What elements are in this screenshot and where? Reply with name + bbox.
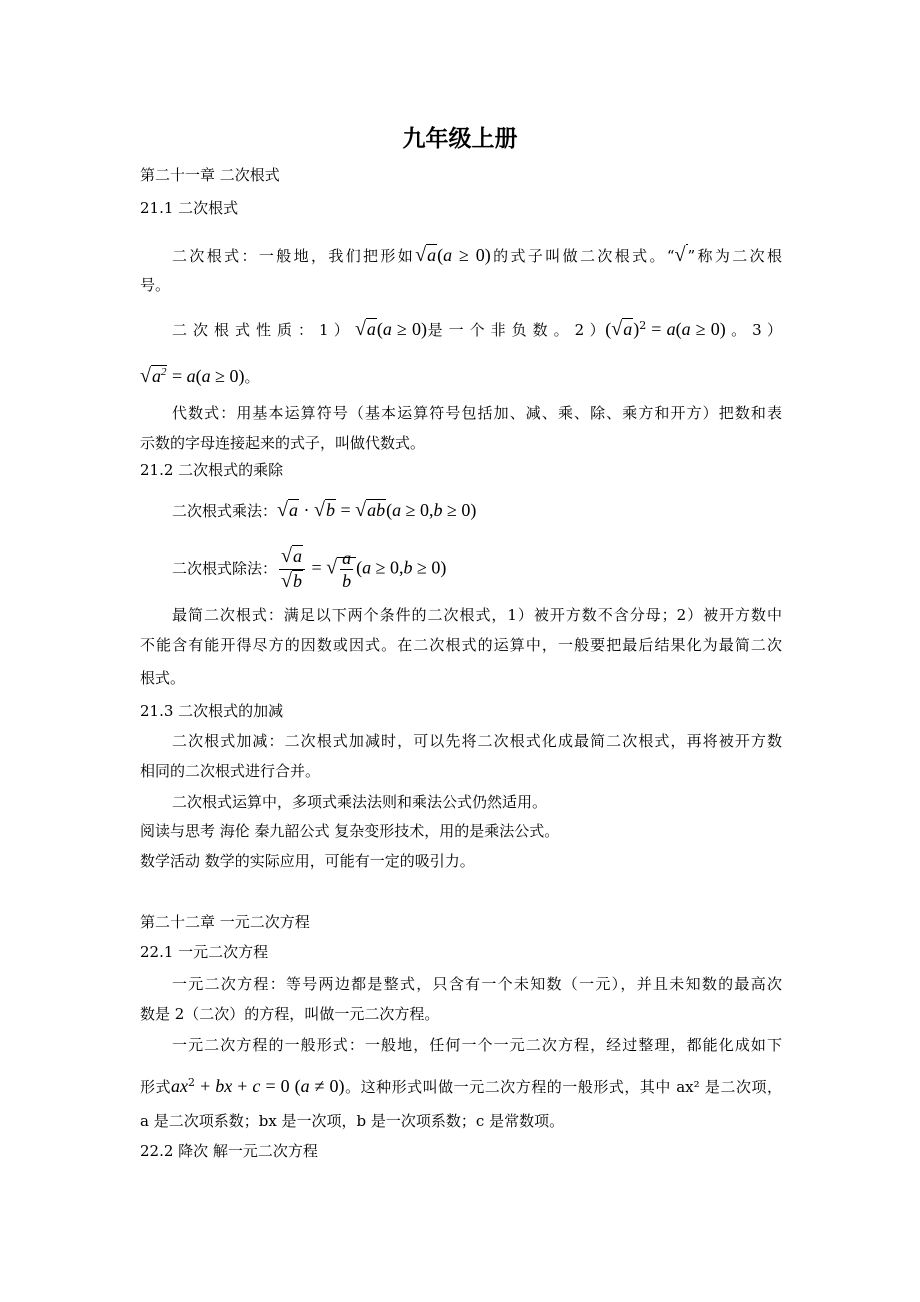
radical-sign-icon: √ xyxy=(354,318,366,340)
math-variable: a xyxy=(186,366,196,386)
paragraph-line xyxy=(172,1034,782,1056)
paragraph-line xyxy=(140,432,782,454)
paragraph-line xyxy=(140,850,782,872)
radical-sign-icon: √ xyxy=(277,499,288,521)
math-variable: b xyxy=(403,557,413,578)
radicand: a xyxy=(293,546,302,566)
document-title: 九年级上册 xyxy=(402,125,518,152)
radical-expression xyxy=(281,570,303,594)
paragraph-line xyxy=(140,459,782,481)
radicand: b xyxy=(293,571,302,591)
paragraph-line xyxy=(172,499,782,523)
text: 。 3 ） xyxy=(725,321,782,339)
text: 一元二次方程：等号两边都是整式，只含有一个未知数（一元），并且未知数的最高次 xyxy=(172,975,782,993)
numerator xyxy=(279,545,305,570)
math-symbol: ≠ 0) xyxy=(309,1076,345,1096)
paragraph-line xyxy=(140,820,782,842)
math-symbol: ( xyxy=(195,366,202,386)
math-symbol: = xyxy=(646,319,667,339)
math-symbol: = xyxy=(167,366,187,386)
text: 数是 2（二次）的方程，叫做一元二次方程。 xyxy=(140,1005,440,1023)
math-symbol: ≥ 0, xyxy=(401,500,434,520)
fraction xyxy=(279,545,305,594)
text: 号。 xyxy=(140,276,171,294)
superscript: 2 xyxy=(639,319,647,332)
text: 代数式：用基本运算符号（基本运算符号包括加、减、乘、除、乘方和开方）把数和表 xyxy=(172,404,782,422)
text: 示数的字母连接起来的式子，叫做代数式。 xyxy=(140,434,426,452)
paragraph-line xyxy=(140,164,782,186)
radical-expression xyxy=(355,318,377,342)
radical-sign-icon: √ xyxy=(281,545,292,567)
radicand: $a^2$ xyxy=(151,366,167,386)
text: 阅读与思考 海伦 秦九韶公式 复杂变形技术，用的是乘法公式。 xyxy=(140,822,560,840)
radical-expression xyxy=(675,244,688,268)
radical-expression xyxy=(355,499,386,523)
math-variable: c xyxy=(252,1076,261,1096)
text: 22.1 一元二次方程 xyxy=(140,943,269,961)
math-symbol: · xyxy=(299,500,314,520)
math-variable: ax xyxy=(171,1076,189,1096)
text: 的式子叫做二次根式。“ xyxy=(490,247,675,265)
math-variable: a xyxy=(382,319,392,339)
text: 不能含有能开得尽方的因数或因式。在二次根式的运算中，一般要把最后结果化为最简二次 xyxy=(140,636,782,654)
paragraph-line xyxy=(140,941,782,963)
radicand: a xyxy=(289,500,298,520)
math-symbol: ≥ 0) xyxy=(412,557,447,578)
math-symbol: ) xyxy=(633,319,640,339)
math-symbol: ( xyxy=(376,319,383,339)
text: 二次根式运算中，多项式乘法法则和乘法公式仍然适用。 xyxy=(172,793,548,811)
radical-expression xyxy=(415,244,437,268)
math-symbol: ( xyxy=(605,319,612,339)
radical-expression xyxy=(314,499,336,523)
text: 二 次 根 式 性 质 ： 1 ） xyxy=(172,321,355,339)
radical-sign-icon: √ xyxy=(355,499,367,521)
paragraph-line xyxy=(140,274,782,296)
paragraph-line xyxy=(140,634,782,656)
text: 。 xyxy=(244,368,260,386)
text: 最简二次根式：满足以下两个条件的二次根式，1）被开方数不含分母；2）被开方数中 xyxy=(172,606,782,624)
paragraph-line xyxy=(172,315,782,342)
paragraph-line xyxy=(140,361,782,389)
math-symbol: + xyxy=(195,1076,216,1096)
paragraph-line xyxy=(140,667,782,689)
text: 二次根式加减：二次根式加减时，可以先将二次根式化成最简二次根式，再将被开方数 xyxy=(172,732,782,750)
radicand: a xyxy=(427,245,437,265)
text: 二次根式除法： xyxy=(172,559,278,578)
math-variable: a xyxy=(666,319,676,339)
text: 第二十一章 二次根式 xyxy=(140,166,280,184)
math-variable: a xyxy=(392,500,402,520)
text: 形式 xyxy=(140,1078,172,1096)
text: 根式。 xyxy=(140,669,186,687)
paragraph-line xyxy=(140,700,782,722)
superscript: 2 xyxy=(188,1076,196,1089)
paragraph-line xyxy=(140,1140,782,1162)
text: 21.3 二次根式的加减 xyxy=(140,702,284,720)
math-variable: a xyxy=(362,557,372,578)
radical-sign-icon: √ xyxy=(314,499,325,521)
math-symbol: ( xyxy=(437,245,444,265)
radical-expression xyxy=(611,318,633,342)
denominator: b xyxy=(342,570,352,591)
radicand xyxy=(337,547,356,591)
paragraph-line xyxy=(140,1110,782,1132)
text: ”称为二次根 xyxy=(687,247,783,265)
radical-expression xyxy=(277,499,299,523)
radical-sign-icon: √ xyxy=(281,570,292,592)
text: 二次根式乘法： xyxy=(172,502,278,520)
radical-expression xyxy=(140,361,167,389)
text: 二次根式：一般地，我们把形如 xyxy=(172,247,416,265)
radicand: a xyxy=(623,319,633,339)
denominator xyxy=(281,570,303,594)
math-symbol: ≥ 0) xyxy=(452,245,491,265)
text: 是 一 个 非 负 数 。 2 ） xyxy=(427,321,606,339)
math-symbol: ≥ 0) xyxy=(391,319,428,339)
text: 第二十二章 一元二次方程 xyxy=(140,913,310,931)
paragraph-line xyxy=(140,1072,782,1098)
paragraph-line xyxy=(140,760,782,782)
text: 21.1 二次根式 xyxy=(140,199,239,217)
paragraph-line xyxy=(172,545,782,594)
text: 数学活动 数学的实际应用，可能有一定的吸引力。 xyxy=(140,852,475,870)
radical-sign-icon: √ xyxy=(140,365,151,387)
radicand: a xyxy=(366,319,376,339)
radical-expression xyxy=(281,545,303,569)
math-variable: b xyxy=(433,500,443,520)
paragraph-line xyxy=(140,911,782,933)
paragraph-line xyxy=(140,1003,782,1025)
text: 21.2 二次根式的乘除 xyxy=(140,461,284,479)
math-variable: a xyxy=(443,245,453,265)
radical-sign-icon: √ xyxy=(611,318,623,340)
numerator: a xyxy=(342,547,352,568)
math-symbol: = xyxy=(335,500,356,520)
text: 相同的二次根式进行合并。 xyxy=(140,762,321,780)
math-symbol: ≥ 0) xyxy=(442,500,477,520)
math-variable: a xyxy=(201,366,211,386)
paragraph-line xyxy=(172,730,782,752)
math-variable: a xyxy=(300,1076,310,1096)
paragraph-line xyxy=(172,604,782,626)
paragraph-line xyxy=(172,791,782,813)
math-variable: bx xyxy=(215,1076,233,1096)
radical-expression xyxy=(326,547,356,592)
text: 22.2 降次 解一元二次方程 xyxy=(140,1142,318,1160)
math-symbol: ( xyxy=(386,500,393,520)
fraction xyxy=(340,547,353,592)
radicand: b xyxy=(325,500,335,520)
text: a 是二次项系数；bx 是一次项，b 是一次项系数；c 是常数项。 xyxy=(140,1112,565,1130)
paragraph-line xyxy=(172,402,782,424)
math-symbol: ≥ 0) xyxy=(690,319,726,339)
math-symbol: ≥ 0, xyxy=(371,557,404,578)
math-symbol: ≥ 0) xyxy=(210,366,245,386)
math-symbol: ( xyxy=(356,557,363,578)
radical-sign-icon: √ xyxy=(674,244,686,266)
math-symbol: + xyxy=(232,1076,253,1096)
math-symbol: = xyxy=(307,557,327,578)
paragraph-line xyxy=(140,197,782,219)
text: 一元二次方程的一般形式：一般地，任何一个一元二次方程，经过整理，都能化成如下 xyxy=(172,1036,782,1054)
radical-sign-icon: √ xyxy=(326,556,338,579)
paragraph-line xyxy=(172,973,782,995)
radical-sign-icon: √ xyxy=(415,244,427,266)
math-variable: a xyxy=(681,319,691,339)
text: 。这种形式叫做一元二次方程的一般形式，其中 ax² 是二次项， xyxy=(344,1078,782,1096)
radicand: ab xyxy=(367,500,386,520)
superscript: 2 xyxy=(160,366,167,378)
math-symbol: ( xyxy=(675,319,682,339)
paragraph-line xyxy=(172,244,782,268)
math-symbol: = 0 ( xyxy=(260,1076,301,1096)
